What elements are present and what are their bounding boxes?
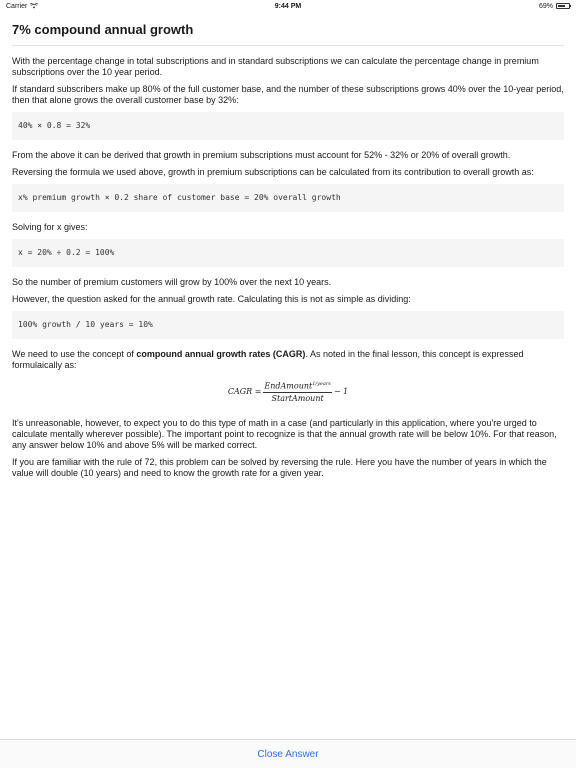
paragraph-6: So the number of premium customers will grow by 100% over the next 10 years. <box>12 277 332 287</box>
code-block-4: 100% growth / 10 years = 10% <box>12 311 564 339</box>
code-block-1: 40% × 0.8 = 32% <box>12 112 564 140</box>
paragraph-8-post: . As noted in the final lesson, this concept is expressed formulaically as: <box>12 349 524 370</box>
formula-rhs: − 1 <box>333 386 349 396</box>
cagr-term: compound annual growth rates (CAGR) <box>136 349 306 359</box>
paragraph-10: If you are familiar with the rule of 72, this problem can be solved by reversing the rule. Here you have the number of years in which the value will double (10 years) and need to know the growth rate for a given year. <box>12 456 547 478</box>
paragraph-8-pre: We need to use the concept of <box>12 349 137 359</box>
cagr-formula <box>12 379 564 404</box>
close-answer-button[interactable]: Close Answer <box>251 748 324 761</box>
paragraph-1: With the percentage change in total subscriptions and in standard subscriptions we can calculate the percentage change in premium subscriptions over the 10 year period. <box>12 56 539 77</box>
paragraph-2: If standard subscribers make up 80% of the full customer base, and the number of these subscriptions grows 40% over the 10-year period, then that alone grows the overall customer base by 32%: <box>12 84 564 105</box>
status-bar <box>0 0 576 12</box>
paragraph-4: Reversing the formula we used above, growth in premium subscriptions can be calculated from its contribution to overall growth as: <box>12 167 534 177</box>
formula-fraction <box>263 379 331 404</box>
status-time: 9:44 PM <box>274 2 302 10</box>
carrier-label: Carrier <box>6 2 28 10</box>
paragraph-8 <box>12 349 564 371</box>
code-block-2: x% premium growth × 0.2 share of customer base = 20% overall growth <box>12 184 564 212</box>
battery-icon <box>556 3 570 9</box>
paragraph-7: However, the question asked for the annual growth rate. Calculating this is not as simple as dividing: <box>12 294 411 304</box>
formula-numerator <box>263 379 331 393</box>
answer-content <box>12 56 564 485</box>
formula-numerator-text: EndAmount <box>264 381 313 391</box>
paragraph-3: From the above it can be derived that growth in premium subscriptions must account for 52% - 32% or 20% of overall growth. <box>12 150 511 160</box>
paragraph-9: It's unreasonable, however, to expect you to do this type of math in a case (and particularly in this application, where you're urged to calculate mentally wherever possible). The important point to recognize is that the annual growth rate will be below 10%. For that reason, any answer below 10% and above 5% will be marked correct. <box>12 417 557 450</box>
paragraph-5: Solving for x gives: <box>12 222 88 232</box>
formula-denominator: StartAmount <box>271 393 324 403</box>
formula-lhs: CAGR = <box>227 386 262 396</box>
title-divider <box>12 45 564 46</box>
code-block-3: x = 20% ÷ 0.2 = 100% <box>12 239 564 267</box>
battery-percent: 69% <box>538 2 553 10</box>
formula-exponent: 1/years <box>312 381 331 387</box>
page-title: 7% compound annual growth <box>12 22 194 37</box>
footer-bar <box>0 739 576 768</box>
battery-fill <box>558 5 565 7</box>
